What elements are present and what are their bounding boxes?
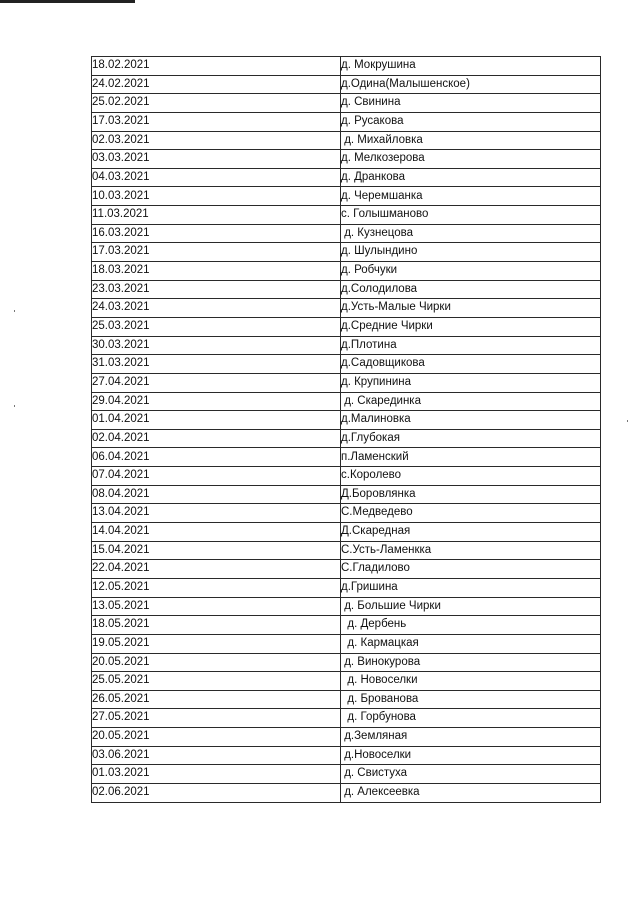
settlement-cell: д. Крупинина [341, 373, 601, 392]
date-cell: 27.04.2021 [92, 373, 341, 392]
table-row [92, 224, 601, 243]
table-row [92, 578, 601, 597]
settlement-cell: д.Усть-Малые Чирки [341, 299, 601, 318]
table-row [92, 317, 601, 336]
table-row [92, 206, 601, 225]
table-row [92, 355, 601, 374]
settlement-cell: д. Робчуки [341, 262, 601, 281]
date-cell: 17.03.2021 [92, 112, 341, 131]
top-edge-mark [0, 0, 135, 3]
table-row [92, 523, 601, 542]
settlement-cell: д. Брованова [341, 690, 601, 709]
date-cell: 30.03.2021 [92, 336, 341, 355]
date-cell: 14.04.2021 [92, 523, 341, 542]
table-row [92, 746, 601, 765]
table-row [92, 411, 601, 430]
settlement-cell: д.Средние Чирки [341, 317, 601, 336]
table-row [92, 373, 601, 392]
settlement-cell: Д.Боровлянка [341, 485, 601, 504]
date-cell: 25.03.2021 [92, 317, 341, 336]
date-cell: 22.04.2021 [92, 560, 341, 579]
scan-speck [14, 310, 15, 312]
table-row [92, 150, 601, 169]
settlement-cell: д.Одина(Малышенское) [341, 75, 601, 94]
table-row [92, 541, 601, 560]
table-row [92, 131, 601, 150]
settlement-cell: д.Глубокая [341, 429, 601, 448]
settlement-cell: п.Ламенский [341, 448, 601, 467]
settlement-cell: д. Мокрушина [341, 57, 601, 76]
date-cell: 03.03.2021 [92, 150, 341, 169]
settlement-cell: д. Черемшанка [341, 187, 601, 206]
settlement-cell: д. Новоселки [341, 672, 601, 691]
date-cell: 06.04.2021 [92, 448, 341, 467]
table-row [92, 57, 601, 76]
table-row [92, 634, 601, 653]
date-cell: 20.05.2021 [92, 728, 341, 747]
settlement-cell: С.Гладилово [341, 560, 601, 579]
date-cell: 25.05.2021 [92, 672, 341, 691]
date-cell: 16.03.2021 [92, 224, 341, 243]
date-cell: 07.04.2021 [92, 467, 341, 486]
settlement-cell: д. Дербень [341, 616, 601, 635]
table-row [92, 336, 601, 355]
date-cell: 19.05.2021 [92, 634, 341, 653]
settlement-cell: д. Кузнецова [341, 224, 601, 243]
date-cell: 25.02.2021 [92, 94, 341, 113]
table-row [92, 783, 601, 802]
table-row [92, 560, 601, 579]
date-cell: 03.06.2021 [92, 746, 341, 765]
date-cell: 01.03.2021 [92, 765, 341, 784]
date-cell: 15.04.2021 [92, 541, 341, 560]
table-row [92, 299, 601, 318]
date-cell: 17.03.2021 [92, 243, 341, 262]
settlement-cell: д.Земляная [341, 728, 601, 747]
settlement-cell: д. Скарединка [341, 392, 601, 411]
table-row [92, 653, 601, 672]
date-cell: 01.04.2021 [92, 411, 341, 430]
settlement-cell: д. Горбунова [341, 709, 601, 728]
schedule-table [91, 56, 601, 803]
settlement-cell: с. Голышманово [341, 206, 601, 225]
table-row [92, 467, 601, 486]
schedule-table-body [92, 57, 601, 803]
date-cell: 02.03.2021 [92, 131, 341, 150]
date-cell: 08.04.2021 [92, 485, 341, 504]
table-row [92, 187, 601, 206]
table-row [92, 243, 601, 262]
settlement-cell: д. Свистуха [341, 765, 601, 784]
table-row [92, 504, 601, 523]
settlement-cell: д. Дранкова [341, 168, 601, 187]
table-row [92, 616, 601, 635]
date-cell: 20.05.2021 [92, 653, 341, 672]
settlement-cell: д. Кармацкая [341, 634, 601, 653]
table-row [92, 672, 601, 691]
settlement-cell: д. Мелкозерова [341, 150, 601, 169]
date-cell: 12.05.2021 [92, 578, 341, 597]
table-row [92, 392, 601, 411]
date-cell: 10.03.2021 [92, 187, 341, 206]
scan-speck [627, 420, 628, 422]
settlement-cell: д.Гришина [341, 578, 601, 597]
date-cell: 27.05.2021 [92, 709, 341, 728]
date-cell: 23.03.2021 [92, 280, 341, 299]
settlement-cell: д. Алексеевка [341, 783, 601, 802]
table-row [92, 168, 601, 187]
date-cell: 18.03.2021 [92, 262, 341, 281]
settlement-cell: д. Шулындино [341, 243, 601, 262]
settlement-cell: д.Солодилова [341, 280, 601, 299]
table-row [92, 597, 601, 616]
table-row [92, 112, 601, 131]
settlement-cell: С.Медведево [341, 504, 601, 523]
settlement-cell: д.Садовщикова [341, 355, 601, 374]
settlement-cell: Д.Скаредная [341, 523, 601, 542]
date-cell: 24.02.2021 [92, 75, 341, 94]
table-row [92, 448, 601, 467]
table-row [92, 94, 601, 113]
table-row [92, 709, 601, 728]
settlement-cell: д.Плотина [341, 336, 601, 355]
scan-speck [14, 405, 15, 407]
date-cell: 18.02.2021 [92, 57, 341, 76]
table-row [92, 429, 601, 448]
date-cell: 29.04.2021 [92, 392, 341, 411]
settlement-cell: с.Королево [341, 467, 601, 486]
date-cell: 31.03.2021 [92, 355, 341, 374]
date-cell: 11.03.2021 [92, 206, 341, 225]
date-cell: 04.03.2021 [92, 168, 341, 187]
date-cell: 18.05.2021 [92, 616, 341, 635]
settlement-cell: д. Русакова [341, 112, 601, 131]
date-cell: 26.05.2021 [92, 690, 341, 709]
settlement-cell: д. Михайловка [341, 131, 601, 150]
table-row [92, 262, 601, 281]
date-cell: 24.03.2021 [92, 299, 341, 318]
table-row [92, 765, 601, 784]
date-cell: 02.06.2021 [92, 783, 341, 802]
date-cell: 13.05.2021 [92, 597, 341, 616]
settlement-cell: д. Свинина [341, 94, 601, 113]
table-row [92, 75, 601, 94]
settlement-cell: д. Большие Чирки [341, 597, 601, 616]
table-row [92, 690, 601, 709]
settlement-cell: д.Малиновка [341, 411, 601, 430]
settlement-cell: д. Винокурова [341, 653, 601, 672]
settlement-cell: д.Новоселки [341, 746, 601, 765]
table-row [92, 485, 601, 504]
settlement-cell: С.Усть-Ламенкка [341, 541, 601, 560]
table-row [92, 280, 601, 299]
date-cell: 13.04.2021 [92, 504, 341, 523]
date-cell: 02.04.2021 [92, 429, 341, 448]
table-row [92, 728, 601, 747]
